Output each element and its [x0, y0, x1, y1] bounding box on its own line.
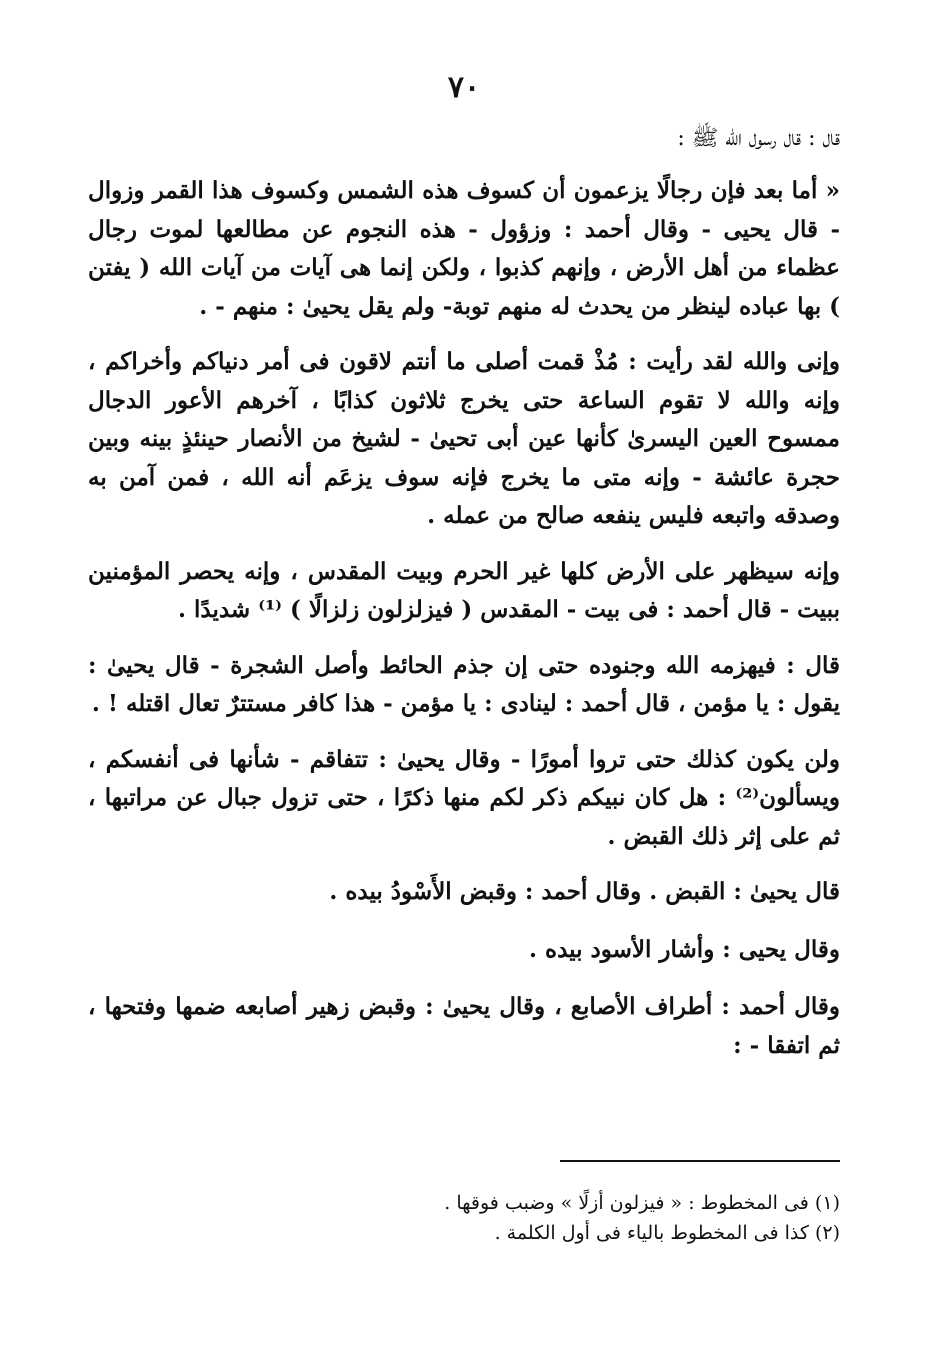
paragraph-1: « أما بعد فإن رجالًا يزعمون أن كسوف هذه الشمس وكسوف هذا القمر وزوال - قال يحيى - وقال أحمد : وزؤول - هذه النجوم عن مطالعها لموت رجال عظماء من أهل الأرض ، وإنهم كذبوا ، ولكن إنما هى آيات من آيات الله ( يفتن ) بها عباده لينظر من يحدث له منهم توبة- ولم يقل يحيىٰ : منهم - .	[88, 177, 840, 320]
intro-line: قال : قال رسول الله ﷺ :	[677, 126, 840, 151]
paragraph-7: وقال يحيى : وأشار الأسود بيده .	[529, 935, 840, 963]
footnote-1: (١) فى المخطوط : « فيزلون أزلًا » وضبب فوقها .	[444, 1192, 840, 1214]
document-page	[88, 70, 840, 1082]
footnote-divider	[560, 1160, 840, 1162]
paragraph-4: قال : فيهزمه الله وجنوده حتى إن جذم الحائط وأصل الشجرة - قال يحيىٰ : يقول : يا مؤمن ، قال أحمد : لينادى : يا مؤمن - هذا كافر مستترٌ تعال اقتله ! .	[88, 651, 840, 717]
page-number: ٧٠	[447, 70, 481, 105]
paragraph-2: وإنى والله لقد رأيت : مُذْ قمت أصلى ما أنتم لاقون فى أمر دنياكم وأخراكم ، وإنه والله لا تقوم الساعة حتى يخرج ثلاثون كذابًا ، آخرهم الأعور الدجال ممسوح العين اليسرىٰ كأنها عين أبى تحيىٰ - لشيخ من الأنصار حينئذٍ بينه وبين حجرة عائشة - وإنه متى ما يخرج فإنه سوف يزعَم أنه الله ، فمن آمن به وصدقه واتبعه فليس ينفعه صالح من عمله .	[88, 348, 840, 529]
paragraph-8: وقال أحمد : أطراف الأصابع ، وقال يحيىٰ : وقبض زهير أصابعه ضمها وفتحها ، ثم اتفقا - :	[88, 993, 840, 1059]
footnote-2: (٢) كذا فى المخطوط بالياء فى أول الكلمة .	[494, 1222, 840, 1244]
paragraph-6: قال يحيىٰ : القبض . وقال أحمد : وقبض الأَسْودُ بيده .	[329, 878, 840, 905]
paragraph-5: ولن يكون كذلك حتى تروا أمورًا - وقال يحيىٰ : تتفاقم - شأنها فى أنفسكم ، ويسألون⁽²⁾ : هل كان نبيكم ذكر لكم منها ذكرًا ، حتى تزول جبال عن مراتبها ، ثم على إثر ذلك القبض .	[88, 745, 840, 850]
footnotes	[88, 1188, 840, 1248]
paragraph-3: وإنه سيظهر على الأرض كلها غير الحرم وبيت المقدس ، وإنه يحصر المؤمنين ببيت - قال أحمد : فى بيت - المقدس ( فيزلزلون زلزالًا ) ⁽¹⁾ شديدًا .	[88, 557, 840, 623]
